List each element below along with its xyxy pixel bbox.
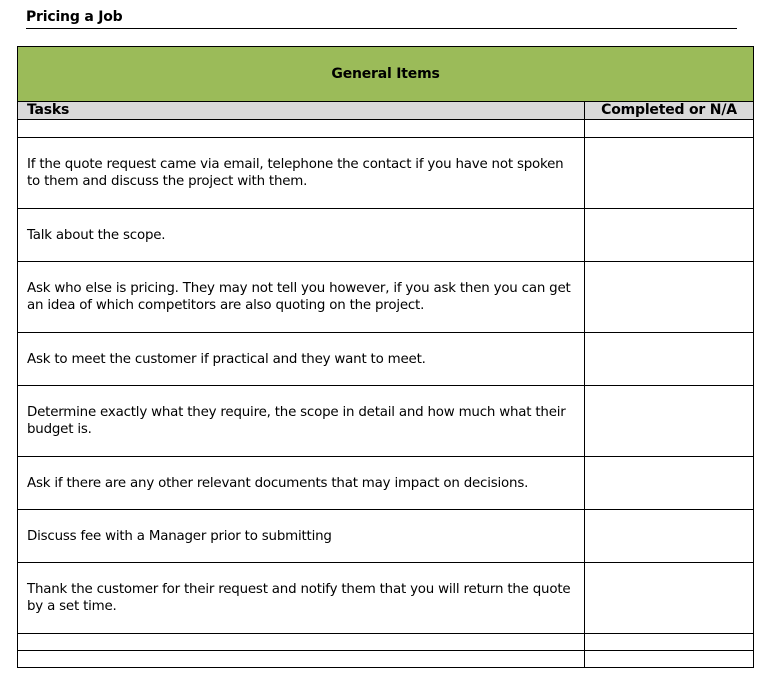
task-cell: Discuss fee with a Manager prior to submitting — [18, 510, 585, 563]
column-header-tasks: Tasks — [18, 102, 585, 120]
completed-cell[interactable] — [585, 262, 754, 333]
table-row — [18, 333, 754, 386]
task-cell: Thank the customer for their request and notify them that you will return the quote by a set time. — [18, 563, 585, 634]
completed-cell[interactable] — [585, 510, 754, 563]
completed-cell[interactable] — [585, 386, 754, 457]
table-row — [18, 510, 754, 563]
table-row — [18, 563, 754, 634]
completed-cell-blank[interactable] — [585, 634, 754, 651]
title-underline — [26, 28, 737, 29]
table-row — [18, 138, 754, 209]
pricing-checklist-table — [17, 46, 754, 668]
completed-cell[interactable] — [585, 209, 754, 262]
task-cell-blank[interactable] — [18, 651, 585, 668]
document-title: Pricing a Job — [26, 9, 123, 25]
table-row — [18, 262, 754, 333]
completed-cell-blank[interactable] — [585, 651, 754, 668]
table-row-blank — [18, 120, 754, 138]
completed-cell[interactable] — [585, 138, 754, 209]
task-cell: Ask who else is pricing. They may not tell you however, if you ask then you can get an idea of which competitors are also quoting on the project. — [18, 262, 585, 333]
table-row-blank — [18, 651, 754, 668]
completed-cell[interactable] — [585, 333, 754, 386]
task-cell: If the quote request came via email, telephone the contact if you have not spoken to them and discuss the project with them. — [18, 138, 585, 209]
table-row-blank — [18, 634, 754, 651]
column-header-completed: Completed or N/A — [585, 102, 754, 120]
column-header-row — [18, 102, 754, 120]
task-cell: Talk about the scope. — [18, 209, 585, 262]
task-cell: Determine exactly what they require, the scope in detail and how much what their budget is. — [18, 386, 585, 457]
task-cell: Ask to meet the customer if practical and they want to meet. — [18, 333, 585, 386]
completed-cell-blank[interactable] — [585, 120, 754, 138]
completed-cell[interactable] — [585, 457, 754, 510]
table-row — [18, 386, 754, 457]
task-cell-blank[interactable] — [18, 634, 585, 651]
table-row — [18, 457, 754, 510]
completed-cell[interactable] — [585, 563, 754, 634]
task-cell: Ask if there are any other relevant documents that may impact on decisions. — [18, 457, 585, 510]
task-cell-blank[interactable] — [18, 120, 585, 138]
section-header: General Items — [18, 47, 754, 102]
table-row — [18, 209, 754, 262]
